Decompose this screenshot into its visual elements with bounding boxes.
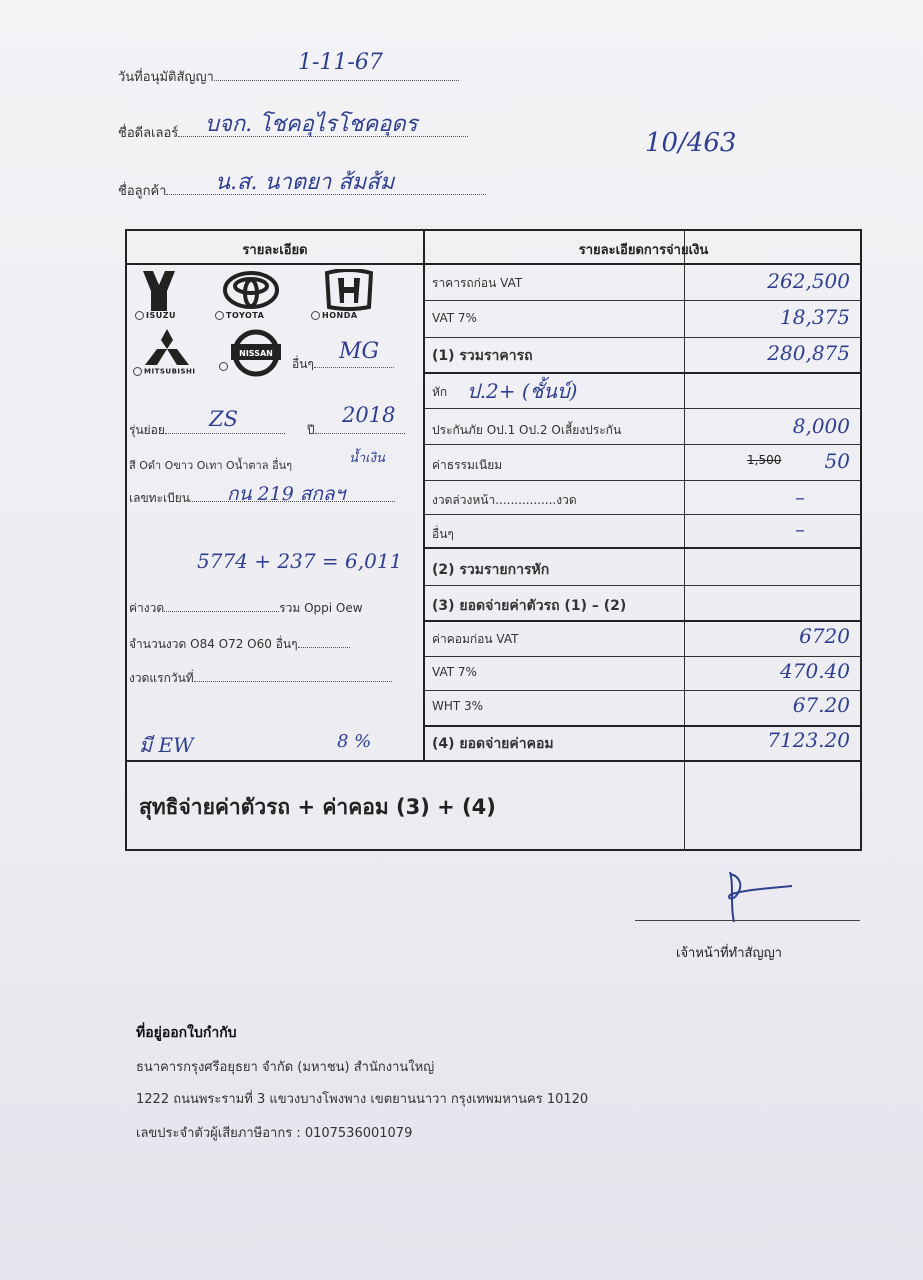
signature-icon bbox=[700, 866, 800, 926]
other-brand-value: MG bbox=[339, 339, 380, 364]
ew-note: มี EW bbox=[139, 733, 194, 757]
reference-note: 10/463 bbox=[645, 128, 737, 158]
row-other-label: อื่นๆ bbox=[432, 527, 454, 541]
row-commission-total-label: (4) ยอดจ่ายค่าคอม bbox=[432, 736, 554, 752]
mitsubishi-logo-icon bbox=[145, 329, 189, 365]
row-vat-label: VAT 7% bbox=[432, 311, 477, 325]
brand-honda: HONDA bbox=[311, 311, 358, 320]
color-field: สี Oดำ Oขาว Oเทา Oน้ำตาล อื่นๆ bbox=[129, 459, 293, 472]
row-total-price-value: 280,875 bbox=[767, 341, 850, 365]
row-advance-label: งวดล่วงหน้า................งวด bbox=[432, 493, 577, 507]
color-value: น้ำเงิน bbox=[349, 451, 385, 466]
row-vat-value: 18,375 bbox=[780, 305, 850, 329]
toyota-logo-icon bbox=[223, 271, 279, 309]
installment-field: ค่างวด รวม Oppi Oew bbox=[129, 601, 363, 615]
row-total-price-label: (1) รวมราคารถ bbox=[432, 348, 533, 364]
isuzu-logo-icon bbox=[139, 269, 179, 313]
row-commission-value: 6720 bbox=[799, 624, 850, 648]
first-due-field: งวดแรกวันที่ bbox=[129, 669, 392, 688]
installment-value: 5774 + 237 = 6,011 bbox=[197, 549, 403, 573]
row-price-before-vat-label: ราคารถก่อน VAT bbox=[432, 276, 523, 290]
model-value: ZS bbox=[209, 407, 238, 431]
address-title: ที่อยู่ออกใบกำกับ bbox=[136, 1025, 237, 1041]
row-total-deduct-label: (2) รวมรายการหัก bbox=[432, 562, 550, 578]
year-value: 2018 bbox=[342, 403, 396, 427]
approval-date-label: วันที่อนุมัติสัญญา bbox=[118, 70, 214, 85]
row-commission-label: ค่าคอมก่อน VAT bbox=[432, 632, 519, 646]
row-fee-value: 50 bbox=[824, 449, 850, 473]
row-wht-label: WHT 3% bbox=[432, 699, 484, 713]
row-commission-vat-value: 470.40 bbox=[780, 659, 850, 683]
row-insurance-label: ประกันภัย Oป.1 Oป.2 Oเลี้ยงประกัน bbox=[432, 423, 622, 437]
row-fee-label: ค่าธรรมเนียม bbox=[432, 458, 503, 472]
honda-logo-icon bbox=[323, 269, 375, 311]
row-deduct-label: หัก bbox=[432, 385, 448, 399]
row-price-before-vat-value: 262,500 bbox=[767, 269, 850, 293]
plate-value: กน 219 สกลฯ bbox=[227, 483, 346, 505]
brand-toyota: TOYOTA bbox=[215, 311, 264, 320]
brand-mitsubishi: MITSUBISHI bbox=[133, 367, 196, 376]
nissan-logo-icon bbox=[231, 329, 281, 377]
row-car-payment-label: (3) ยอดจ่ายค่าตัวรถ (1) – (2) bbox=[432, 598, 627, 614]
brand-isuzu: ISUZU bbox=[135, 311, 176, 320]
details-header: รายละเอียด bbox=[242, 243, 308, 258]
svg-text:NISSAN: NISSAN bbox=[239, 349, 273, 358]
plate-field: เลขทะเบียน bbox=[129, 489, 395, 508]
approval-date-value: 1-11-67 bbox=[298, 50, 383, 75]
approval-date-field bbox=[118, 66, 459, 87]
address-line-2: 1222 ถนนพระรามที่ 3 แขวงบางโพงพาง เขตยานนาวา กรุงเทพมหานคร 10120 bbox=[136, 1092, 589, 1107]
ew-percent-note: 8 % bbox=[337, 731, 372, 752]
deduct-note: ป.2+ (ชั้นบ์) bbox=[467, 379, 578, 403]
term-field: จำนวนงวด O84 O72 O60 อื่นๆ bbox=[129, 635, 350, 654]
other-brand-field: อื่นๆ bbox=[292, 355, 394, 374]
fee-struck: 1,500 bbox=[747, 453, 782, 467]
row-wht-value: 67.20 bbox=[792, 693, 850, 717]
row-advance-value: – bbox=[795, 485, 805, 509]
address-line-1: ธนาคารกรุงศรีอยุธยา จำกัด (มหาชน) สำนักงานใหญ่ bbox=[136, 1060, 435, 1075]
row-commission-total-value: 7123.20 bbox=[767, 728, 850, 752]
signature-label: เจ้าหน้าที่ทำสัญญา bbox=[676, 946, 782, 961]
row-insurance-value: 8,000 bbox=[792, 414, 850, 438]
row-commission-vat-label: VAT 7% bbox=[432, 665, 477, 679]
customer-value: น.ส. นาตยา ส้มส้ม bbox=[215, 170, 395, 195]
year-field: ปี bbox=[307, 421, 405, 440]
dealer-label: ชื่อดีลเลอร์ bbox=[118, 126, 179, 141]
payment-details-header: รายละเอียดการจ่ายเงิน bbox=[578, 243, 709, 258]
row-other-value: – bbox=[795, 517, 805, 541]
tax-id-line: เลขประจำตัวผู้เสียภาษีอากร : 0107536001079 bbox=[136, 1126, 413, 1141]
payment-form bbox=[125, 229, 862, 851]
dealer-value: บจก. โชคอุไรโชคอุดร bbox=[205, 112, 418, 137]
net-total-label: สุทธิจ่ายค่าตัวรถ + ค่าคอม (3) + (4) bbox=[139, 795, 496, 819]
model-field: รุ่นย่อย bbox=[129, 421, 285, 440]
customer-label: ชื่อลูกค้า bbox=[118, 184, 167, 199]
